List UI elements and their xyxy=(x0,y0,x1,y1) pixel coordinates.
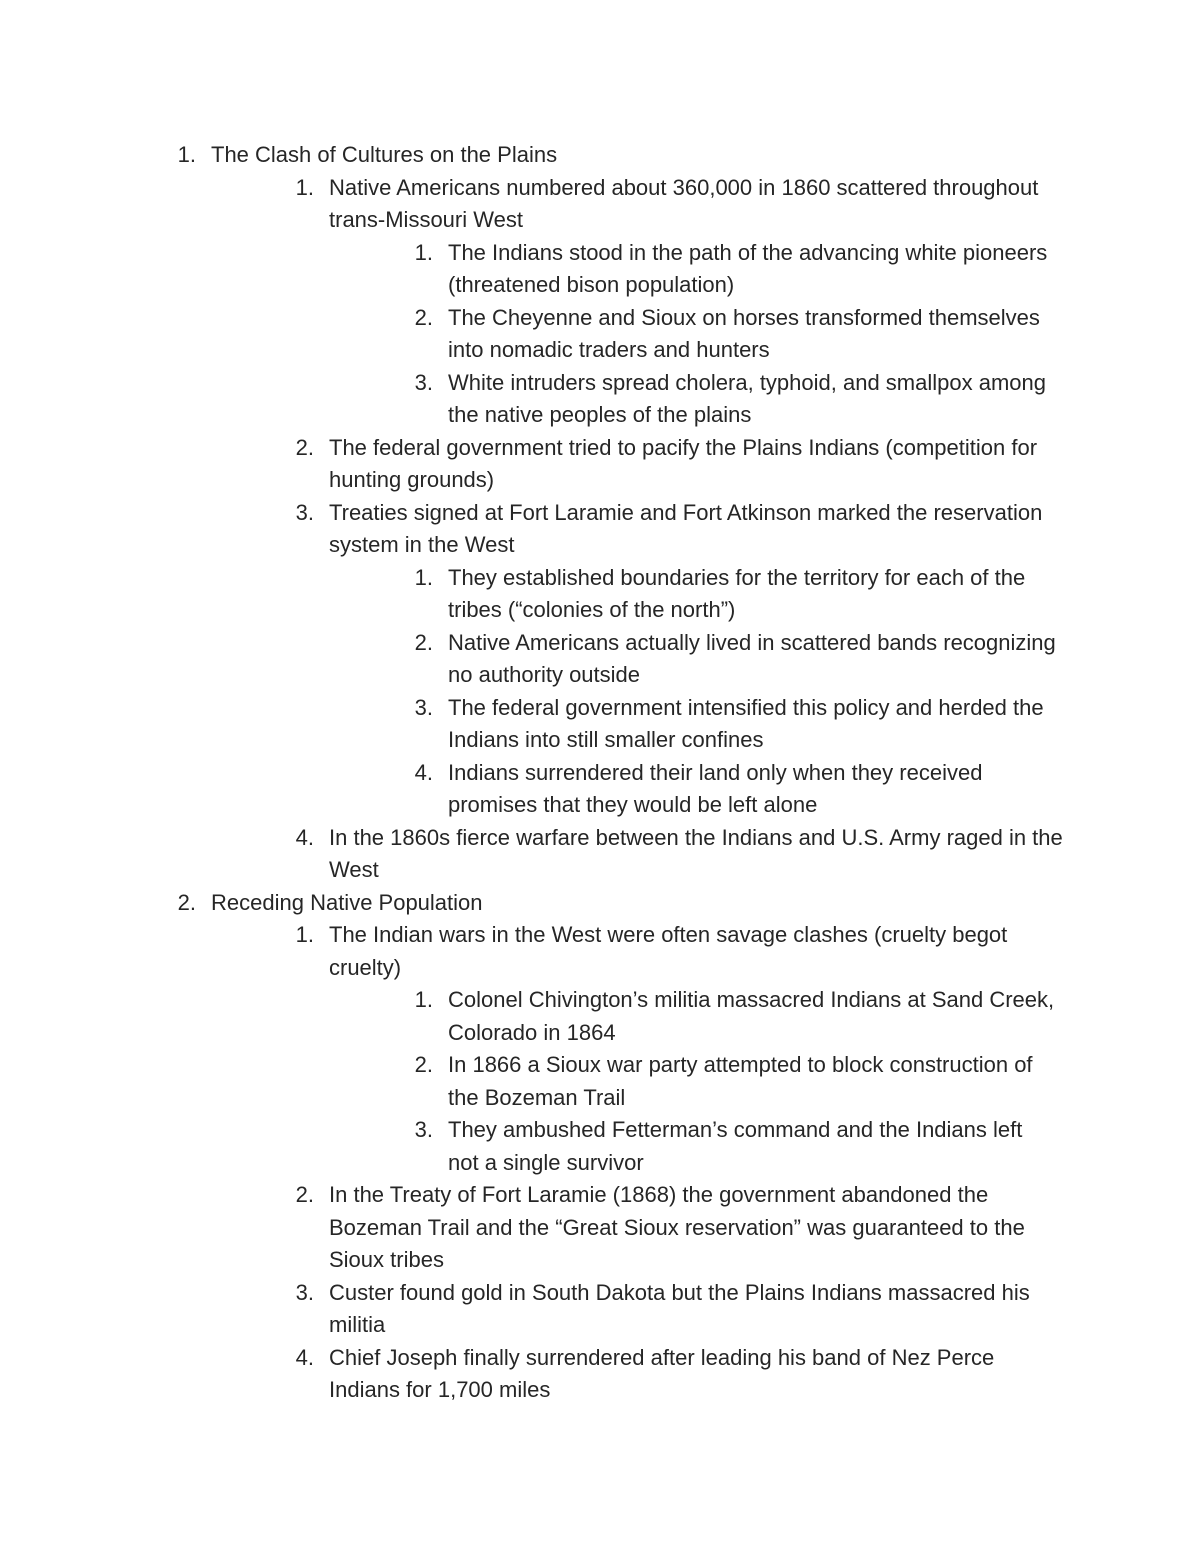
outline-item-text: The federal government intensified this policy and herded the Indians into still smaller confines xyxy=(448,694,1044,752)
outline-item-text: The Clash of Cultures on the Plains xyxy=(211,142,558,167)
outline-item-text: In the Treaty of Fort Laramie (1868) the government abandoned the Bozeman Trail and the “Great Sioux reservation” was guaranteed to the Sioux tribes xyxy=(329,1182,1025,1272)
outline-item-number: 2. xyxy=(177,889,196,915)
outline-item-level-2 xyxy=(0,172,1200,237)
outline-item-text: The Indian wars in the West were often savage clashes (cruelty begot cruelty) xyxy=(329,922,1008,980)
outline-item-text: Colonel Chivington’s militia massacred Indians at Sand Creek, Colorado in 1864 xyxy=(448,987,1055,1045)
outline-item-number: 1. xyxy=(414,239,433,265)
outline-item-level-2 xyxy=(0,497,1200,562)
outline-item-number: 4. xyxy=(414,759,433,785)
outline-item-number: 2. xyxy=(295,434,314,460)
outline-item-level-2 xyxy=(0,822,1200,887)
outline-item-text: Chief Joseph finally surrendered after leading his band of Nez Perce Indians for 1,700 miles xyxy=(329,1344,995,1402)
outline-item-number: 2. xyxy=(414,1052,433,1077)
outline-list xyxy=(0,139,1200,1407)
outline-item-number: 4. xyxy=(295,824,314,850)
outline-item-text: White intruders spread cholera, typhoid, and smallpox among the native peoples of the plains xyxy=(448,369,1046,427)
outline-item-number: 1. xyxy=(414,987,433,1012)
outline-item-number: 1. xyxy=(414,564,433,590)
outline-item-text: Custer found gold in South Dakota but the Plains Indians massacred his militia xyxy=(329,1279,1030,1337)
outline-item-text: They established boundaries for the territory for each of the tribes (“colonies of the north”) xyxy=(448,564,1026,622)
outline-item-number: 2. xyxy=(295,1182,314,1207)
outline-item-level-2 xyxy=(0,919,1200,984)
outline-item-text: Receding Native Population xyxy=(211,889,483,915)
outline-item-level-3 xyxy=(0,984,1200,1049)
outline-item-level-2 xyxy=(0,1342,1200,1407)
outline-item-text: Indians surrendered their land only when they received promises that they would be left alone xyxy=(448,759,983,817)
outline-item-text: In the 1860s fierce warfare between the Indians and U.S. Army raged in the West xyxy=(329,824,1063,882)
outline-item-text: The federal government tried to pacify the Plains Indians (competition for hunting grounds) xyxy=(329,434,1038,492)
outline-item-number: 3. xyxy=(295,1279,314,1305)
outline-item-number: 3. xyxy=(414,369,433,395)
outline-item-level-3 xyxy=(0,627,1200,692)
outline-item-number: 3. xyxy=(414,1117,433,1142)
outline-item-number: 2. xyxy=(414,629,433,655)
outline-item-text: In 1866 a Sioux war party attempted to block construction of the Bozeman Trail xyxy=(448,1052,1033,1110)
outline-item-text: Treaties signed at Fort Laramie and Fort Atkinson marked the reservation system in the West xyxy=(329,499,1043,557)
outline-item-level-3 xyxy=(0,1114,1200,1179)
outline-item-level-3 xyxy=(0,757,1200,822)
outline-item-level-3 xyxy=(0,1049,1200,1114)
outline-item-level-2 xyxy=(0,432,1200,497)
outline-item-text: They ambushed Fetterman’s command and the Indians left not a single survivor xyxy=(448,1117,1023,1175)
outline-item-level-2 xyxy=(0,1277,1200,1342)
outline-item-number: 3. xyxy=(414,694,433,720)
outline-item-level-3 xyxy=(0,692,1200,757)
outline-item-level-2 xyxy=(0,1179,1200,1277)
outline-item-number: 1. xyxy=(295,174,314,200)
outline-item-text: Native Americans numbered about 360,000 in 1860 scattered throughout trans-Missouri West xyxy=(329,174,1039,232)
outline-item-level-1 xyxy=(0,139,1200,172)
outline-item-number: 2. xyxy=(414,304,433,330)
outline-item-text: Native Americans actually lived in scattered bands recognizing no authority outside xyxy=(448,629,1056,687)
outline-item-level-3 xyxy=(0,562,1200,627)
outline-item-text: The Cheyenne and Sioux on horses transformed themselves into nomadic traders and hunters xyxy=(448,304,1040,362)
outline-item-number: 3. xyxy=(295,499,314,525)
outline-item-level-3 xyxy=(0,237,1200,302)
outline-item-number: 1. xyxy=(295,922,314,947)
outline-item-text: The Indians stood in the path of the advancing white pioneers (threatened bison population) xyxy=(448,239,1048,297)
outline-item-level-1 xyxy=(0,887,1200,920)
outline-item-number: 1. xyxy=(177,142,196,167)
outline-item-level-3 xyxy=(0,367,1200,432)
outline-item-number: 4. xyxy=(295,1344,314,1370)
outline-item-level-3 xyxy=(0,302,1200,367)
